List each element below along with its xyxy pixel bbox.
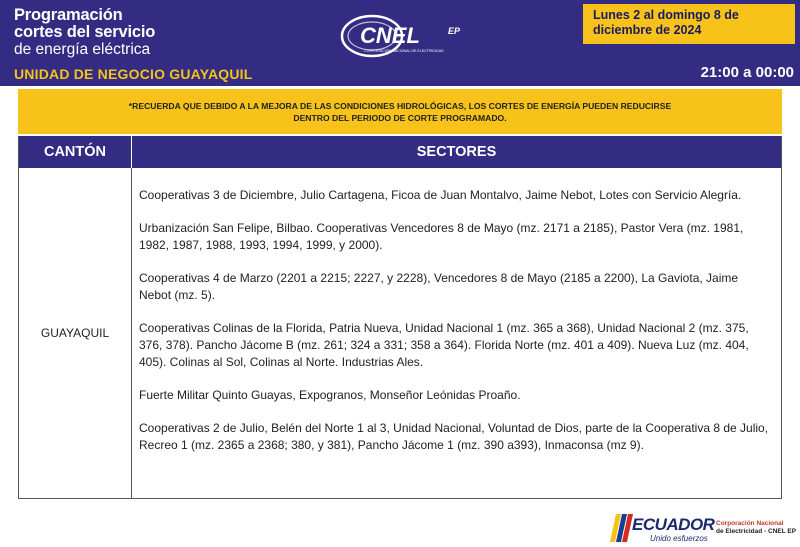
table-header [19,136,781,168]
ecuador-tagline: Unido esfuerzos [650,534,708,543]
notice-banner [18,89,782,134]
svg-text:EP: EP [448,26,461,36]
sector-group: Urbanización San Felipe, Bilbao. Cooperativas Vencedores 8 de Mayo (mz. 2171 a 2185), Pastor Vera (mz. 1981, 1982, 1987, 1988, 1993, 1994, 1999, y 2000). [139,221,744,252]
time-range: 21:00 a 00:00 [700,64,794,81]
cnel-logo [338,12,478,64]
business-unit-label: UNIDAD DE NEGOCIO GUAYAQUIL [14,66,253,82]
notice-text: *RECUERDA QUE DEBIDO A LA MEJORA DE LAS CONDICIONES HIDROLÓGICAS, LOS CORTES DE ENERGÍA PUEDEN REDUCIRSE DENTRO DEL PERIODO DE CORTE PROGRAMADO. [128,100,672,123]
title-line-2: cortes del servicio [14,23,156,41]
svg-text:CORPORACIÓN NACIONAL DE ELECTR: CORPORACIÓN NACIONAL DE ELECTRICIDAD [364,49,444,53]
column-divider [131,168,132,498]
svg-text:CNEL: CNEL [360,23,420,48]
company-name-line-1: Corporación Nacional [716,520,784,527]
canton-cell: GUAYAQUIL [40,326,110,340]
header-banner [0,0,800,86]
sectores-cell [139,187,769,470]
header-canton: CANTÓN [43,144,107,160]
sector-group: Cooperativas 3 de Diciembre, Julio Cartagena, Ficoa de Juan Montalvo, Jaime Nebot, Lotes con Servicio Alegría. [139,188,742,202]
ecuador-wordmark: ECUADOR [632,515,715,534]
outage-table [18,136,782,499]
sector-group: Cooperativas 4 de Marzo (2201 a 2215; 2227, y 2228), Vencedores 8 de Mayo (2185 a 2200), La Gaviota, Jaime Nebot (mz. 5). [139,271,739,302]
title-line-3: de energía eléctrica [14,41,151,58]
title-line-1: Programación [14,6,123,24]
company-name [716,520,800,536]
schedule-title [14,7,155,59]
sector-group: Cooperativas Colinas de la Florida, Patria Nueva, Unidad Nacional 1 (mz. 365 a 368), Unidad Nacional 2 (mz. 375, 376, 378). Pancho Jácome B (mz. 261; 324 a 331; 358 a 364). Florida Norte (mz. 401 a 409). Nueva Luz (mz. 404, 405). Colinas al Sol, Colinas al Norte. Industrias Ales. [139,321,749,369]
footer-logos [610,512,800,547]
company-name-line-2: de Electricidad - CNEL EP [716,528,797,535]
date-range-badge: Lunes 2 al domingo 8 de diciembre de 2024 [583,4,795,44]
sector-group: Cooperativas 2 de Julio, Belén del Norte 1 al 3, Unidad Nacional, Voluntad de Dios, parte de la Cooperativa 8 de Julio, Recreo 1 (mz. 2365 a 2368; 380, y 381), Pancho Jácome 1 (mz. 390 a393), Inmaconsa (mz 9). [139,421,769,452]
sector-group: Fuerte Militar Quinto Guayas, Expogranos, Monseñor Leónidas Proaño. [139,388,521,402]
header-sectores: SECTORES [416,144,497,160]
